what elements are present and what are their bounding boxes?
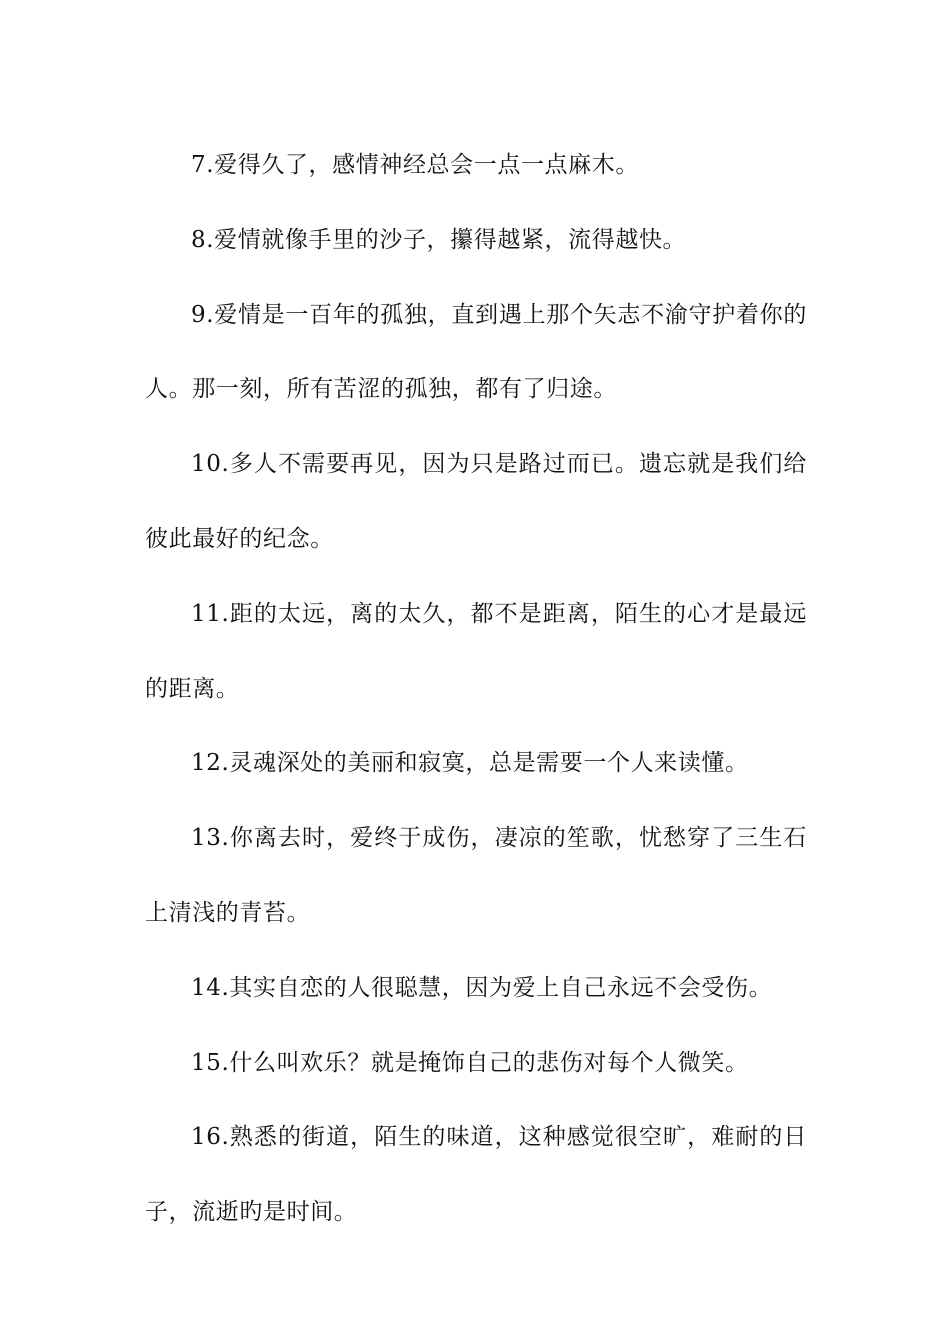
paragraph-14: 14.其实自恋的人很聪慧，因为爱上自己永远不会受伤。 <box>191 974 773 1001</box>
paragraph-8: 8.爱情就像手里的沙子，攥得越紧，流得越快。 <box>191 226 687 253</box>
paragraph-13: 13.你离去时，爱终于成伤，凄凉的笙歌，忧愁穿了三生石上清浅的青苔。 <box>145 825 807 926</box>
paragraph-10: 10.多人不需要再见，因为只是路过而已。遗忘就是我们给彼此最好的纪念。 <box>145 451 807 552</box>
paragraph-11: 11.距的太远，离的太久，都不是距离，陌生的心才是最远的距离。 <box>145 600 807 702</box>
paragraph-15: 15.什么叫欢乐？就是掩饰自己的悲伤对每个人微笑。 <box>191 1049 749 1076</box>
document-body <box>145 128 807 1250</box>
paragraph-7: 7.爱得久了，感情神经总会一点一点麻木。 <box>191 152 639 178</box>
paragraph-16: 16.熟悉的街道，陌生的味道，这种感觉很空旷，难耐的日子，流逝旳是时间。 <box>145 1124 807 1226</box>
paragraph-12: 12.灵魂深处的美丽和寂寞，总是需要一个人来读懂。 <box>191 750 749 777</box>
paragraph-9: 9.爱情是一百年的孤独，直到遇上那个矢志不渝守护着你的人。那一刻，所有苦涩的孤独，都有了归途。 <box>145 301 807 403</box>
